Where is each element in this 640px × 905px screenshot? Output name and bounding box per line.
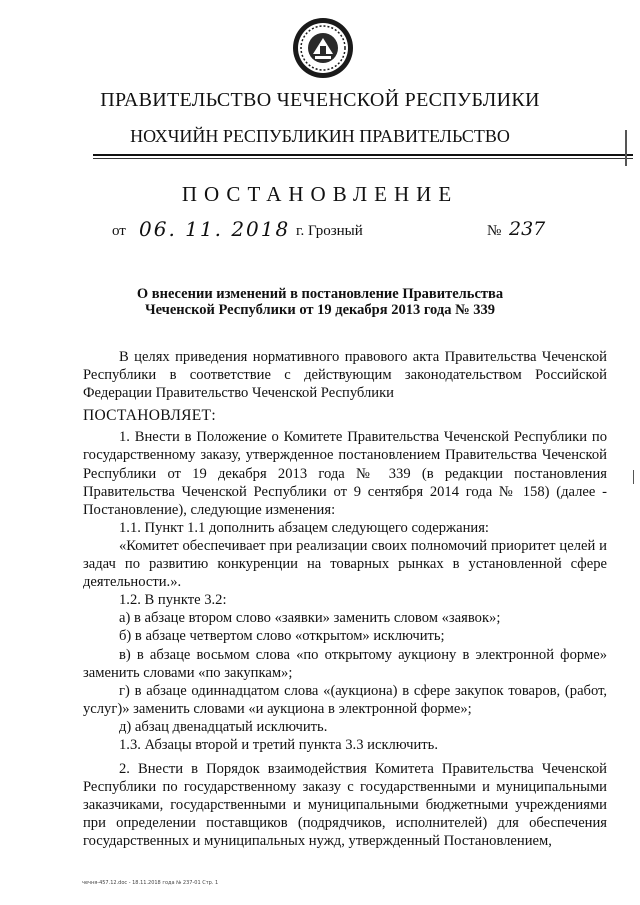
- document-date: 06. 11. 2018: [139, 217, 291, 241]
- document-heading-line-1: О внесении изменений в постановление Правительства: [136, 286, 504, 302]
- header-divider: [93, 154, 633, 156]
- clause-1-2-a: а) в абзаце втором слово «заявки» заменить словом «заявок»;: [119, 610, 501, 627]
- clause-1-2-b: б) в абзаце четвертом слово «открытом» исключить;: [119, 628, 445, 645]
- clause-1-1-quote: «Комитет обеспечивает при реализации своих полномочий приоритет целей и задач по развитию конкуренции на товарных рынках в установленной сфере деятельности.».: [83, 537, 607, 591]
- clause-1-3: 1.3. Абзацы второй и третий пункта 3.3 исключить.: [119, 736, 438, 753]
- document-body: [83, 348, 607, 851]
- footer-filename: чечня-457.12.doc - 18.11.2018 года № 237-01 Стр. 1: [82, 880, 219, 886]
- header-divider-thin: [93, 158, 633, 159]
- coat-of-arms-icon: [291, 16, 355, 80]
- document-heading-line-2: Чеченской Республики от 19 декабря 2013 года № 339: [144, 302, 496, 318]
- clause-1-1: 1.1. Пункт 1.1 дополнить абзацем следующего содержания:: [119, 519, 489, 536]
- intro-paragraph: В целях приведения нормативного правового акта Правительства Чеченской Республики в соответствие с действующим законодательством Российской Федерации Правительство Чеченской Республики: [83, 349, 607, 402]
- document-type: ПОСТАНОВЛЕНИЕ: [181, 182, 459, 206]
- government-title-ce: НОХЧИЙН РЕСПУБЛИКИН ПРАВИТЕЛЬСТВО: [130, 126, 510, 146]
- government-title-ru: ПРАВИТЕЛЬСТВО ЧЕЧЕНСКОЙ РЕСПУБЛИКИ: [100, 89, 540, 111]
- document-number: 237: [509, 218, 546, 240]
- clause-1-2: 1.2. В пункте 3.2:: [119, 592, 227, 609]
- scan-edge-mark: [625, 130, 627, 166]
- clause-2: 2. Внести в Порядок взаимодействия Комитета Правительства Чеченской Республики по государственному заказу с государственными и муниципальными заказчиками, государственными и муниципальными бюджетными учреждениями при определении поставщиков (подрядчиков, исполнителей) для обеспечения государственных и муниципальных нужд, утвержденный Постановлением,: [83, 761, 607, 850]
- decree-word: ПОСТАНОВЛЯЕТ:: [83, 407, 216, 425]
- date-prefix: от: [112, 223, 126, 239]
- number-prefix: №: [487, 223, 502, 239]
- clause-1-2-e: д) абзац двенадцатый исключить.: [119, 718, 328, 735]
- clause-1-2-d: г) в абзаце одиннадцатом слова «(аукциона) в сфере закупок товаров, (работ, услуг)» заменить словами «и аукциона в электронной форме»;: [83, 682, 607, 717]
- document-city: г. Грозный: [296, 223, 363, 239]
- clause-1: 1. Внести в Положение о Комитете Правительства Чеченской Республики по государственному заказу, утвержденное постановлением Правительства Чеченской Республики от 19 декабря 2013 года № 339 (в редакции постановления Правительства Чеченской Республики от 9 сентября 2014 года № 158) (далее - Постановление), следующие изменения:: [83, 429, 607, 518]
- clause-1-2-c: в) в абзаце восьмом слова «по открытому аукциону в электронной форме» заменить словами «по закупкам»;: [83, 646, 607, 681]
- scan-edge-mark: [633, 470, 634, 484]
